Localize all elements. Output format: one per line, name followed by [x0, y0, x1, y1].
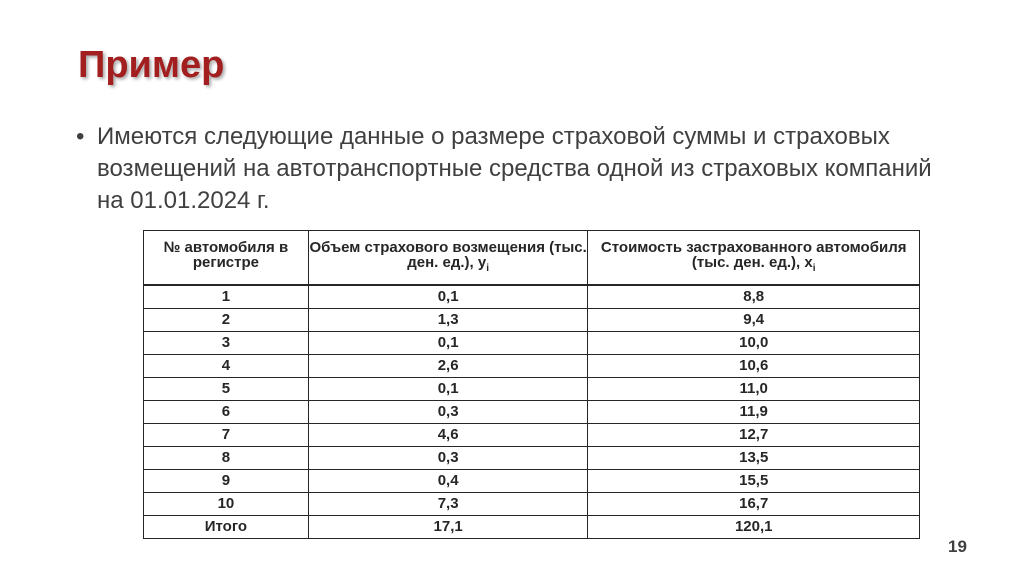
cell-compensation: 2,6	[308, 354, 588, 377]
cell-car-number: 8	[144, 446, 309, 469]
cell-compensation: 7,3	[308, 492, 588, 515]
table-row	[144, 308, 920, 331]
cell-car-number: 2	[144, 308, 309, 331]
cell-compensation: 0,1	[308, 331, 588, 354]
cell-car-number: 6	[144, 400, 309, 423]
cell-car-value: 16,7	[588, 492, 920, 515]
cell-car-number: 5	[144, 377, 309, 400]
cell-compensation: 0,4	[308, 469, 588, 492]
cell-car-number: 10	[144, 492, 309, 515]
table-row	[144, 423, 920, 446]
cell-car-number: 1	[144, 285, 309, 309]
data-table	[143, 230, 920, 539]
page-number: 19	[948, 537, 967, 556]
table-row	[144, 492, 920, 515]
cell-compensation: 17,1	[308, 515, 588, 538]
bullet-text: Имеются следующие данные о размере страховой суммы и страховых возмещений на автотранспортные средства одной из страховых компаний на 01.01.2024 г.	[97, 123, 932, 214]
table-row	[144, 354, 920, 377]
cell-car-number: 4	[144, 354, 309, 377]
table-header-row	[144, 231, 920, 285]
table-row	[144, 331, 920, 354]
cell-compensation: 1,3	[308, 308, 588, 331]
slide-title: Пример	[78, 44, 225, 86]
bullet-paragraph	[76, 121, 956, 217]
table-row	[144, 285, 920, 309]
cell-car-value: 8,8	[588, 285, 920, 309]
cell-car-number: 3	[144, 331, 309, 354]
cell-compensation: 0,3	[308, 446, 588, 469]
bullet-marker: •	[76, 123, 85, 150]
cell-car-number: 7	[144, 423, 309, 446]
table-row	[144, 400, 920, 423]
table-row	[144, 469, 920, 492]
cell-car-value: 9,4	[588, 308, 920, 331]
header-car-value: Стоимость застрахованного автомобиля (тыс. ден. ед.), $x_i$	[588, 231, 920, 285]
cell-car-value: 12,7	[588, 423, 920, 446]
table-row	[144, 377, 920, 400]
cell-compensation: 0,1	[308, 377, 588, 400]
header-car-number: № автомобиля в регистре	[144, 231, 309, 285]
cell-compensation: 0,3	[308, 400, 588, 423]
cell-car-value: 120,1	[588, 515, 920, 538]
cell-car-value: 15,5	[588, 469, 920, 492]
cell-car-value: 10,6	[588, 354, 920, 377]
cell-compensation: 4,6	[308, 423, 588, 446]
cell-car-number: Итого	[144, 515, 309, 538]
table-total-row	[144, 515, 920, 538]
cell-car-value: 13,5	[588, 446, 920, 469]
table-body	[144, 285, 920, 539]
cell-car-value: 11,0	[588, 377, 920, 400]
cell-car-value: 10,0	[588, 331, 920, 354]
cell-car-value: 11,9	[588, 400, 920, 423]
header-compensation: Объем страхового возмещения (тыс. ден. ед.), $y_i$	[308, 231, 588, 285]
cell-compensation: 0,1	[308, 285, 588, 309]
cell-car-number: 9	[144, 469, 309, 492]
table-row	[144, 446, 920, 469]
